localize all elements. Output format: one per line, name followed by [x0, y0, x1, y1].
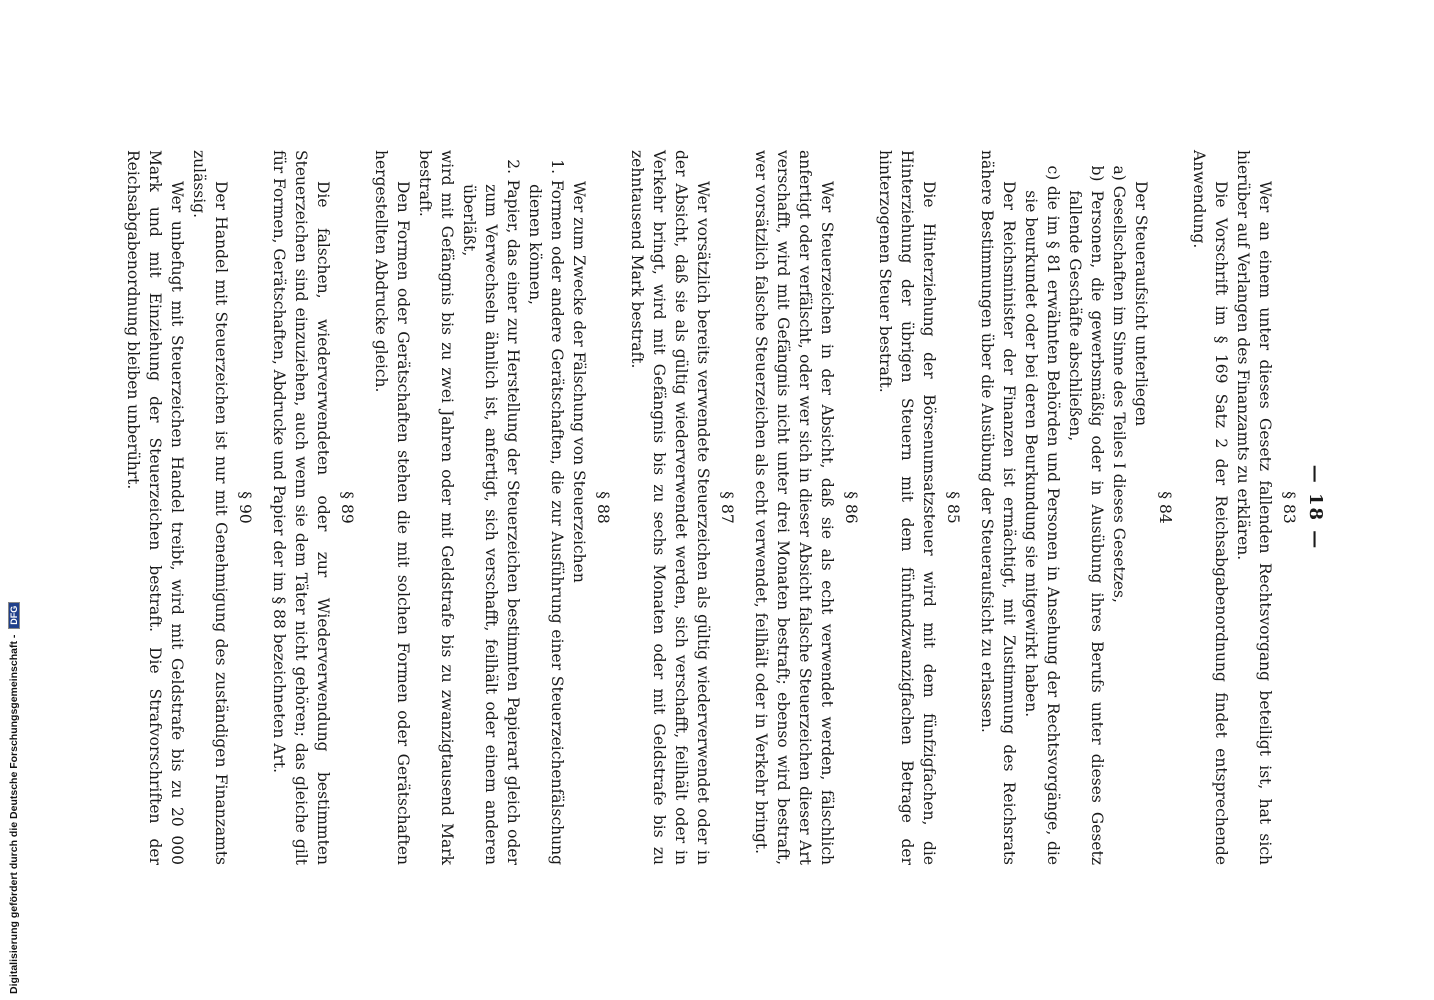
digitization-footer — [0, 604, 22, 994]
paragraph: wird mit Gefängnis bis zu zwei Jahren oder mit Geldstrafe bis zu zwanzigtausend Mark bestraft. — [416, 150, 456, 865]
list-item: b) Personen, die gewerbsmäßig oder in Ausübung ihres Berufs unter dieses Gesetz fallende Geschäfte abschließen, — [1066, 165, 1106, 865]
paragraph: Der Handel mit Steuerzeichen ist nur mit Genehmigung des zuständigen Finanzamts zulässig. — [190, 150, 230, 865]
section-heading: § 83 — [1280, 491, 1298, 524]
paragraph: Die falschen, wiederverwendeten oder zur Wiederverwendung bestimmten Steuerzeichen sind einzuziehen, auch wenn sie dem Täter nicht gehören; das gleiche gilt für Formen, Gerätschaften, Abdrucke und Papier der im § 88 bezeichneten Art. — [270, 150, 332, 865]
page-number: — 18 — — [1305, 464, 1326, 551]
footer-text-wrap — [8, 602, 20, 994]
paragraph: Die Vorschrift im § 169 Satz 2 der Reichsabgabenordnung findet entsprechende Anwendung. — [1190, 150, 1230, 865]
section-heading: § 89 — [338, 491, 356, 524]
section-heading: § 85 — [944, 491, 962, 524]
paragraph: Den Formen oder Gerätschaften stehen die mit solchen Formen oder Gerätschaften hergestellten Abdrucke gleich. — [372, 150, 412, 865]
paragraph: Der Steueraufsicht unterliegen — [1132, 181, 1150, 427]
list-item: 2. Papier, das einer zur Herstellung der Steuerzeichen bestimmten Papierart gleich oder zum Verwechseln ähnlich ist, anfertigt, sich verschafft, feilhält oder einem anderen überläßt, — [460, 159, 522, 865]
list-item: a) Gesellschaften im Sinne des Teiles I dieses Gesetzes, — [1110, 165, 1128, 603]
paragraph: Wer an einem unter dieses Gesetz fallenden Rechtsvorgang beteiligt ist, hat sich hierüber auf Verlangen des Finanzamts zu erklären. — [1234, 150, 1274, 865]
paragraph: Wer unbefugt mit Steuerzeichen Handel treibt, wird mit Geldstrafe bis zu 20 000 Mark und mit Einziehung der Steuerzeichen bestraft. Die Strafvorschriften der Reichsabgabenordnung bleiben unberührt. — [124, 150, 186, 865]
list-item: c) die im § 81 erwähnten Behörden und Personen in Ansehung der Rechtsvorgänge, die sie beurkundet oder bei deren Beurkundung sie mitgewirkt haben. — [1022, 165, 1062, 865]
document-page — [122, 150, 1326, 865]
footer-text: Digitalisierung gefördert durch die Deutsche Forschungsgemeinschaft - — [8, 634, 20, 994]
section-heading: § 90 — [236, 491, 254, 524]
section-heading: § 84 — [1156, 491, 1174, 524]
paragraph: Der Reichsminister der Finanzen ist ermächtigt, mit Zustimmung des Reichsrats nähere Bestimmungen über die Ausübung der Steueraufsicht zu erlassen. — [978, 150, 1018, 865]
section-heading: § 88 — [594, 491, 612, 524]
section-heading: § 87 — [718, 491, 736, 524]
dfg-logo: DFG — [8, 602, 20, 629]
paragraph: Wer Steuerzeichen in der Absicht, daß sie als echt verwendet werden, fälschlich anfertigt oder verfälscht, oder wer sich in dieser Absicht falsche Steuerzeichen dieser Art verschafft, wird mit Gefängnis nicht unter drei Monaten bestraft; ebenso wird bestraft, wer vorsätzlich falsche Steuerzeichen als echt verwendet, feilhält oder in Verkehr bringt. — [752, 150, 836, 865]
section-heading: § 86 — [842, 491, 860, 524]
paragraph: Wer vorsätzlich bereits verwendete Steuerzeichen als gültig wiederverwendet oder in der Absicht, daß sie als gültig wiederverwendet werden, sich verschafft, feilhält oder in Verkehr bringt, wird mit Gefängnis bis zu sechs Monaten oder mit Geldstrafe bis zu zehntausend Mark bestraft. — [628, 150, 712, 865]
paragraph: Wer zum Zwecke der Fälschung von Steuerzeichen — [570, 181, 588, 583]
list-item: 1. Formen oder andere Gerätschaften, die zur Ausführung einer Steuerzeichenfälschung dienen können, — [526, 159, 566, 865]
paragraph: Die Hinterziehung der Börsenumsatzsteuer wird mit dem fünfzigfachen, die Hinterziehung der übrigen Steuern mit dem fünfundzwanzigfachen Betrage der hinterzogenen Steuer bestraft. — [876, 150, 938, 865]
